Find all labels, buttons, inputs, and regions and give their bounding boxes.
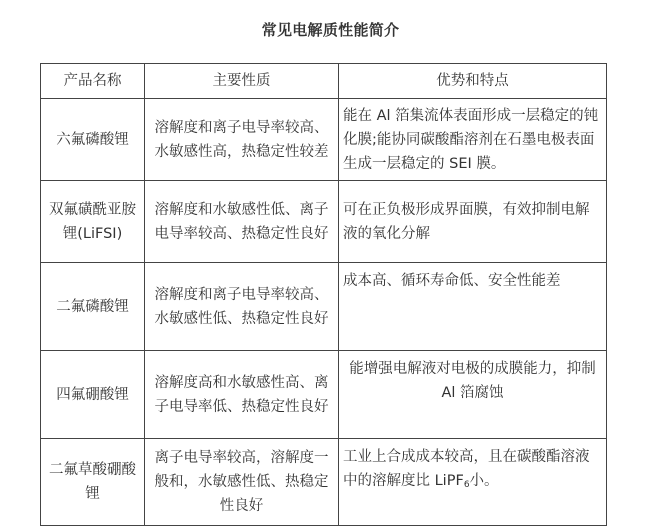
product-name-cell: 二氟草酸硼酸锂	[41, 439, 145, 526]
table-row	[41, 263, 607, 351]
properties-cell: 溶解度和离子电导率较高、水敏感性低、热稳定性良好	[145, 263, 339, 351]
product-name-cell: 六氟磷酸锂	[41, 99, 145, 181]
table-row	[41, 99, 607, 181]
advantages-cell: 能增强电解液对电极的成膜能力，抑制 Al 箔腐蚀	[339, 351, 607, 439]
table-header-row	[41, 64, 607, 99]
product-name-cell: 四氟硼酸锂	[41, 351, 145, 439]
properties-cell: 离子电导率较高，溶解度一般和，水敏感性低、热稳定性良好	[145, 439, 339, 526]
header-main-properties: 主要性质	[145, 64, 339, 99]
properties-cell: 溶解度高和水敏感性高、离子电导率低、热稳定性良好	[145, 351, 339, 439]
header-advantages: 优势和特点	[339, 64, 607, 99]
properties-cell: 溶解度和离子电导率较高、水敏感性高，热稳定性较差	[145, 99, 339, 181]
advantages-cell: 可在正负极形成界面膜，有效抑制电解液的氧化分解	[339, 181, 607, 263]
subscript-six: 6	[463, 480, 470, 490]
document-title: 常见电解质性能简介	[261, 21, 400, 39]
header-product-name: 产品名称	[41, 64, 145, 99]
advantages-cell: 能在 Al 箔集流体表面形成一层稳定的钝化膜;能协同碳酸酯溶剂在石墨电极表面生成一层稳定的 SEI 膜。	[339, 99, 607, 181]
advantages-text-tail: 小。	[469, 473, 499, 489]
product-name-cell: 二氟磷酸锂	[41, 263, 145, 351]
product-name-cell: 双氟磺酰亚胺锂(LiFSI)	[41, 181, 145, 263]
table-row	[41, 439, 607, 526]
table-row	[41, 351, 607, 439]
properties-cell: 溶解度和水敏感性低、离子电导率较高、热稳定性良好	[145, 181, 339, 263]
table-row	[41, 181, 607, 263]
advantages-cell	[339, 439, 607, 526]
electrolyte-table	[40, 63, 607, 526]
advantages-cell: 成本高、循环寿命低、安全性能差	[339, 263, 607, 351]
advantages-text: 工业上合成成本较高，且在碳酸酯溶液中的溶解度比 LiPF	[343, 449, 590, 489]
